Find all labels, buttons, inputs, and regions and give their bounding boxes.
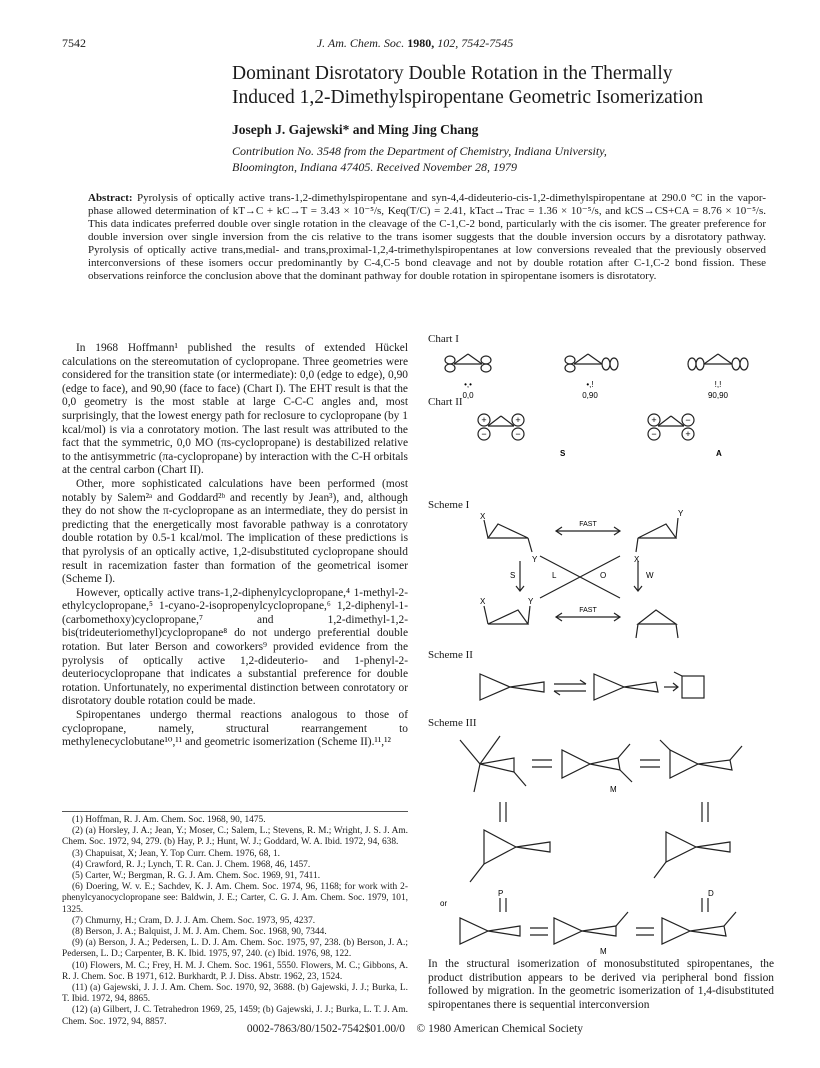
- page-footer: [62, 1023, 768, 1035]
- reference-item: (10) Flowers, M. C.; Frey, H. M. J. Chem. Soc. 1961, 5550. Flowers, M. C.; Gibbons, A. R. J. Chem. Soc. B 1971, 612. Burkhardt, P. J. Diss. Abstr. 1962, 23, 1524.: [62, 960, 408, 982]
- chart-2-diagram: [440, 408, 770, 464]
- geometry-90-90: [688, 354, 748, 370]
- reference-item: (3) Chapuisat, X; Jean, Y. Top Curr. Chem. 1976, 68, 1.: [72, 848, 281, 859]
- svg-text:X: X: [634, 555, 640, 564]
- reference-item: (2) (a) Horsley, J. A.; Jean, Y.; Moser, C.; Salem, L.; Stevens, R. M.; Wright, J. S. J. Am. Chem. Soc. 1972, 94, 279. (b) Hay, P. J.; Hunt, W. J.; Goddard, W. A. Ibid. 1972, 94, 638.: [62, 826, 408, 848]
- pathway-l: L: [552, 571, 557, 580]
- geometry-symbol: •,•: [464, 380, 472, 389]
- scheme-2-diagram: [470, 664, 710, 710]
- svg-text:−: −: [651, 429, 657, 439]
- affiliation-line-1: Contribution No. 3548 from the Department of Chemistry, Indiana University,: [232, 144, 607, 158]
- svg-text:+: +: [685, 429, 691, 439]
- antisymmetric-orbital: [648, 414, 694, 440]
- svg-text:M: M: [600, 947, 607, 956]
- reference-item: (7) Chmurny, H.; Cram, D. J. J. Am. Chem. Soc. 1973, 95, 4237.: [72, 915, 316, 926]
- journal-name: J. Am. Chem. Soc.: [316, 36, 405, 50]
- scheme-2-label: Scheme II: [428, 649, 473, 661]
- scheme-3-label: Scheme III: [428, 717, 477, 729]
- abstract: [88, 192, 766, 283]
- scheme-1-diagram: [470, 506, 700, 641]
- chart-1-label: Chart I: [428, 333, 459, 345]
- abstract-text: Pyrolysis of optically active trans-1,2-dimethylspiropentane and syn-4,4-dideuterio-cis-1,2-dimethylspiropentane at 290.0 °C in the vapor-phase allowed determination of kT→C + kC→T = 3.43 × 10⁻⁵/s, Keq(T/C) = 2.41, kTact→Trac = 1.36 × 10⁻⁵/s, and kCS→CS+CA = 8.76 × 10⁻⁵/s. This data indicates preferred double over single rotation in the cleavage of the C-1,C-2 bond, particularly with the cis isomer. The greater preference for double inversion over single inversion from the cis relative to the trans isomer suggests that the double inversion occurs by a disrotatory pathway. Pyrolysis of optically active trans,medial- and trans,proximal-1,2,4-trimethylspiropentanes at low conversions revealed that the previously observed interconversions of these isomers occur predominantly by C-4,C-5 bond cleavage and not by double rotation after C-1,C-2 bond fission. These observations reinforce the conclusion above that the dominant pathway for double rotation in spiropentane isomers is disrotatory.: [88, 192, 767, 282]
- reference-item: (5) Carter, W.; Bergman, R. G. J. Am. Chem. Soc. 1969, 91, 7411.: [72, 871, 321, 882]
- body-right-column: [428, 958, 774, 1012]
- chart-2-label: Chart II: [428, 396, 463, 408]
- pathway-s: S: [510, 571, 516, 580]
- title-line-1: Dominant Disrotatory Double Rotation in the Thermally: [232, 63, 673, 84]
- svg-text:−: −: [515, 429, 521, 439]
- geometry-0-90: [565, 354, 618, 372]
- reference-item: (9) (a) Berson, J. A.; Pedersen, L. D. J. Am. Chem. Soc. 1975, 97, 238. (b) Berson, J. A.; Pedersen, L. D.; Carpenter, B. K. Ibid. 1975, 97, 240. (c) Ibid. 1976, 98, 122.: [62, 938, 408, 960]
- geometry-symbol: •,!: [586, 380, 594, 389]
- svg-text:X: X: [480, 597, 486, 606]
- abstract-label: Abstract:: [88, 192, 133, 204]
- svg-text:+: +: [481, 415, 487, 425]
- geometry-label: 90,90: [707, 391, 729, 400]
- geometry-label: 0,0: [462, 391, 474, 400]
- contribution-affiliation: [232, 143, 772, 175]
- chart-1-diagram: [440, 348, 770, 404]
- footer-copyright: © 1980 American Chemical Society: [416, 1023, 584, 1035]
- paragraph: Other, more sophisticated calculations have been performed (most notably by Salem²ᵃ and Goddard²ᵇ and recently by Jean³), and, although they do not show the π-cyclopropane as an intermediate, they do persist in predicting that the energetically most favorable pathway is a conrotatory double rotation by 0.5-1 kcal/mol. The implication of these predictions is that pyrolysis of an optically active, 1,2-disubstituted cyclopropane should result in racemization faster than formation of the geometrical isomer (Scheme I).: [62, 477, 408, 586]
- paragraph: However, optically active trans-1,2-diphenylcyclopropane,⁴ 1-methyl-2-ethylcyclopropane,⁵ 1-cyano-2-isopropenylcyclopropane,⁶ 1,2-diphenyl-1-(carbomethoxy)cyclopropane,⁷ and 1,2-dimethyl-1,2-bis(trideuteriomethyl)cyclopropane⁸ do not undergo preferential double rotation. But later Berson and coworkers⁹ provided evidence from the pyrolysis of optically active 1,2-dideuterio- and 1-phenyl-2-deuteriocyclopropane that indicates a substantial preference for double rotation. Unfortunately, no experimental distinction between conrotatory or disrotatory double rotation could be made.: [62, 586, 408, 708]
- references: [62, 811, 408, 1028]
- page-number: 7542: [62, 36, 86, 50]
- isomer-d: D: [708, 889, 714, 898]
- paper-title: [232, 62, 772, 110]
- reference-item: (1) Hoffman, R. J. Am. Chem. Soc. 1968, 90, 1475.: [72, 815, 266, 825]
- svg-text:+: +: [515, 415, 521, 425]
- reference-item: (8) Berson, J. A.; Balquist, J. M. J. Am. Chem. Soc. 1968, 90, 7344.: [72, 927, 327, 938]
- pathway-o: O: [600, 571, 607, 580]
- geometry-symbol: !,!: [714, 380, 722, 389]
- title-line-2: Induced 1,2-Dimethylspiropentane Geometric Isomerization: [232, 87, 704, 108]
- substituent-x: X: [480, 512, 486, 521]
- affiliation-line-2: Bloomington, Indiana 47405. Received November 28, 1979: [232, 160, 517, 174]
- svg-text:−: −: [685, 415, 691, 425]
- or-label: or: [440, 899, 448, 908]
- body-left-column: [62, 342, 408, 750]
- footer-code: 0002-7863/80/1502-7542$01.00/0: [246, 1023, 406, 1035]
- fast-label: FAST: [579, 521, 597, 528]
- scheme-1-label: Scheme I: [428, 499, 470, 511]
- authors: Joseph J. Gajewski* and Ming Jing Chang: [232, 122, 479, 137]
- symmetric-orbital: [478, 414, 524, 440]
- isomer-m: M: [610, 785, 617, 794]
- reference-item: (6) Doering, W. v. E.; Sachdev, K. J. Am. Chem. Soc. 1974, 96, 1168; for work with 2-phenylcyanocyclopropane see: Baldwin, J. E.; Carter, C. G. J. Am. Chem. Soc. 1979, 101, 1325.: [62, 882, 408, 915]
- substituent-y: Y: [532, 555, 538, 564]
- geometry-0-0: [445, 354, 491, 372]
- geometry-label: 0,90: [582, 391, 598, 400]
- reference-item: (12) (a) Gilbert, J. C. Tetrahedron 1969, 25, 1459; (b) Gajewski, J. J.; Burka, L. T. J. Am. Chem. Soc. 1972, 94, 8857.: [62, 1005, 408, 1027]
- isomer-p: P: [498, 889, 504, 898]
- scheme-3-diagram: [440, 730, 760, 956]
- svg-text:FAST: FAST: [579, 607, 597, 614]
- svg-text:Y: Y: [528, 597, 534, 606]
- reference-item: (4) Crawford, R. J.; Lynch, T. R. Can. J. Chem. 1968, 46, 1457.: [72, 859, 311, 870]
- reference-item: (11) (a) Gajewski, J. J. J. Am. Chem. Soc. 1970, 92, 3688. (b) Gajewski, J. J.; Burka, L. T. Ibid. 1972, 94, 8865.: [62, 983, 408, 1005]
- journal-year: 1980,: [407, 36, 435, 50]
- journal-volume-pages: 102, 7542-7545: [437, 36, 514, 50]
- journal-citation: [62, 36, 768, 51]
- pathway-w: W: [646, 571, 654, 580]
- svg-text:−: −: [481, 429, 487, 439]
- paragraph: Spiropentanes undergo thermal reactions analogous to those of cyclopropane, namely, structural rearrangement to methylenecyclobutane¹⁰,¹¹ and geometric isomerization (Scheme II).¹¹,¹²: [62, 709, 408, 749]
- antisymmetric-label: A: [716, 449, 722, 458]
- paragraph: In the structural isomerization of monosubstituted spiropentanes, the product distribution appears to be derived via peripheral bond fission followed by migration. In the geometric isomerization of 1,4-disubstituted spiropentanes there is sequential interconversion: [428, 958, 774, 1011]
- paragraph: In 1968 Hoffmann¹ published the results of extended Hückel calculations on the stereomutation of cyclopropane. Three geometries were considered for the transition state (or intermediate): 0,0 (edge to edge), 0,90 (edge to face), and 90,90 (face to face) (Chart I). The EHT result is that the 0,0 geometry is the most stable at large C-C-C angles and, most surprisingly, that the lowest energy path for reclosure to cyclopropane (by 1 kcal/mol) is via a conrotatory motion. The last result was attributed to the fact that the symmetric, 0,0 MO (πs-cyclopropane) is destabilized relative to the antisymmetric (πa-cyclopropane) by interaction with the C-H orbitals at the central carbon (Chart II).: [62, 342, 408, 477]
- svg-text:+: +: [651, 415, 657, 425]
- svg-text:Y: Y: [678, 509, 684, 518]
- symmetric-label: S: [560, 449, 566, 458]
